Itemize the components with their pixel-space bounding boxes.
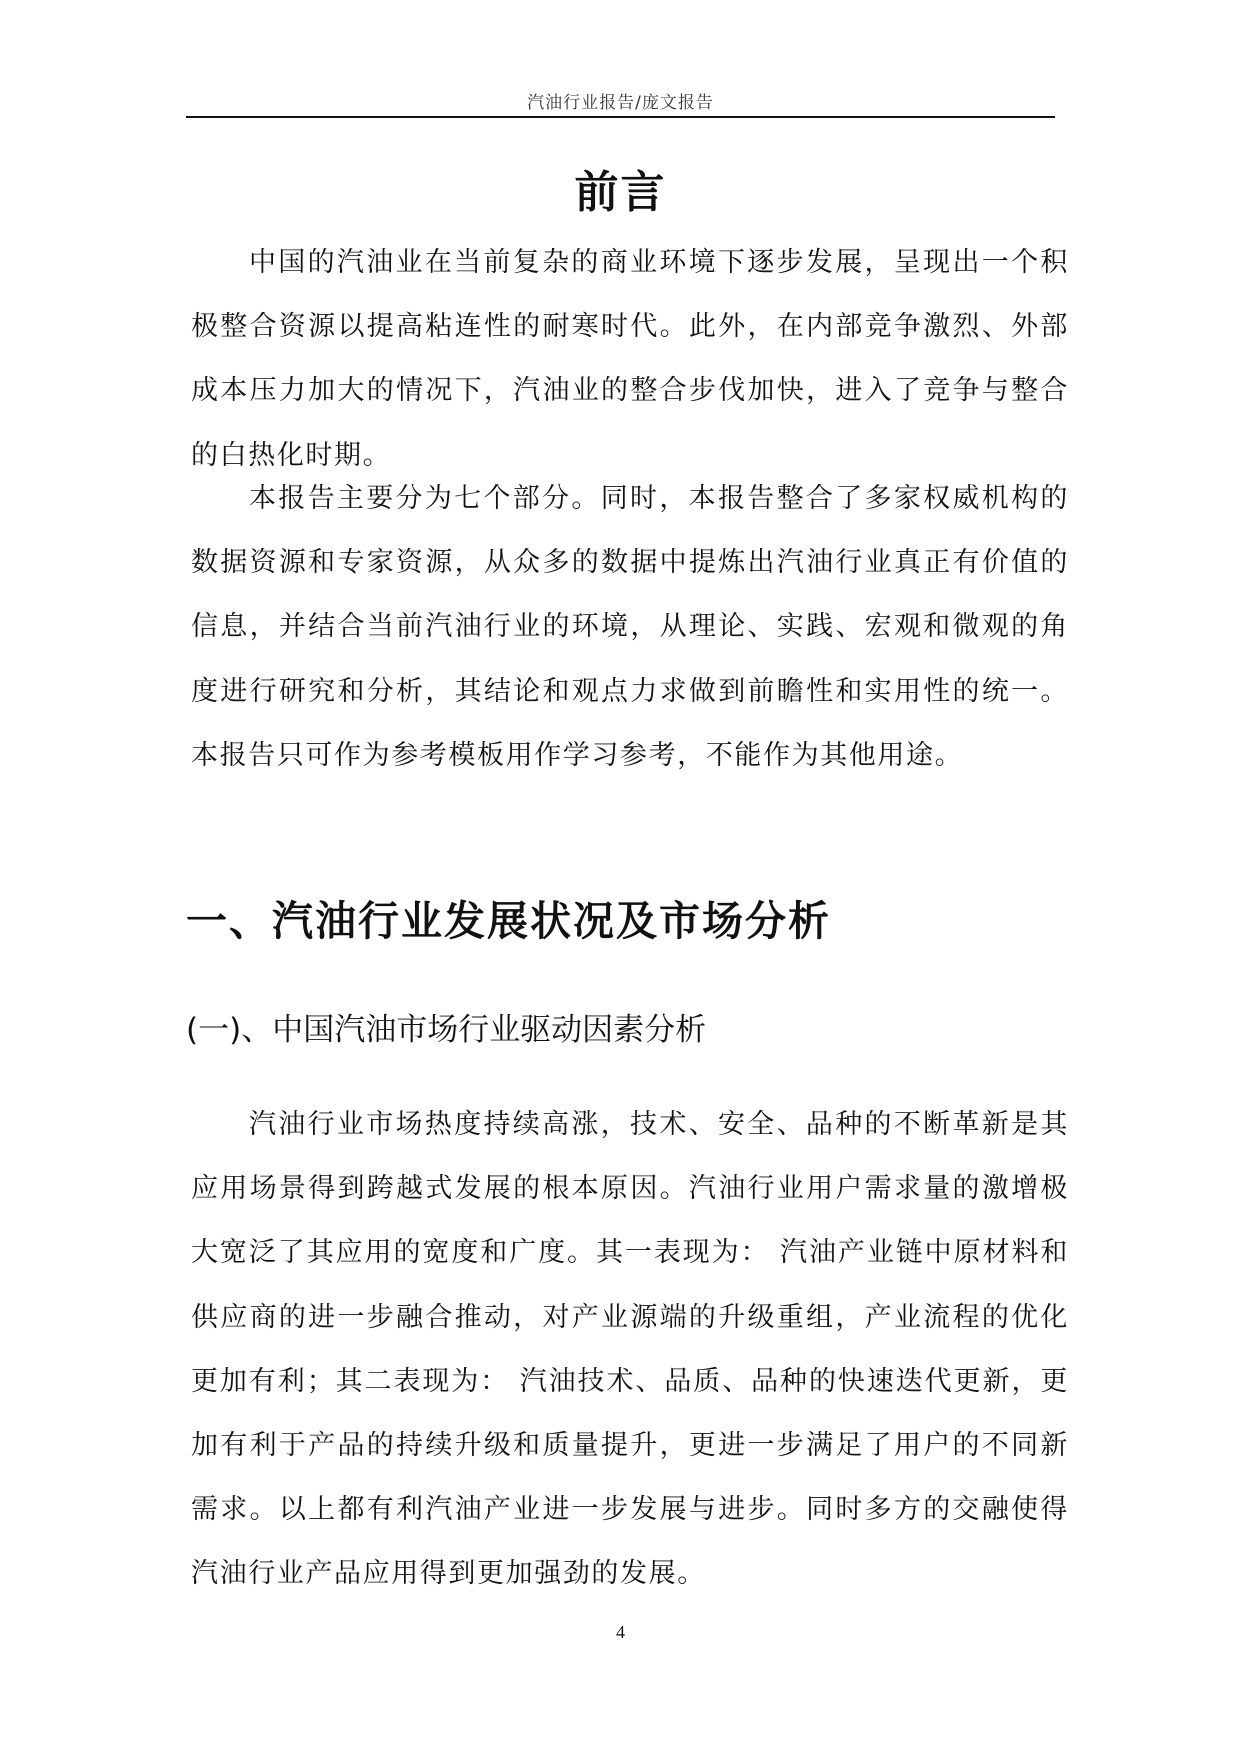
preface-paragraph-1: 中国的汽油业在当前复杂的商业环境下逐步发展，呈现出一个积极整合资源以提高粘连性的耐寒时代。此外，在内部竞争激烈、外部成本压力加大的情况下，汽油业的整合步伐加快，进入了竞争与整合的白热化时期。 [191, 247, 1069, 471]
preface-paragraph-2: 本报告主要分为七个部分。同时，本报告整合了多家权威机构的数据资源和专家资源，从众多的数据中提炼出汽油行业真正有价值的信息，并结合当前汽油行业的环境，从理论、实践、宏观和微观的角度进行研究和分析，其结论和观点力求做到前瞻性和实用性的统一。本报告只可作为参考模板用作学习参考，不能作为其他用途。 [191, 483, 1069, 771]
subsection-heading: (一)、中国汽油市场行业驱动因素分析 [186, 1012, 707, 1048]
running-header: 汽油行业报告/庞文报告 [527, 93, 714, 113]
header-rule [186, 116, 1055, 118]
section-paragraph: 汽油行业市场热度持续高涨，技术、安全、品种的不断革新是其应用场景得到跨越式发展的根本原因。汽油行业用户需求量的激增极大宽泛了其应用的宽度和广度。其一表现为： 汽油产业链中原材料和供应商的进一步融合推动，对产业源端的升级重组，产业流程的优化更加有利；其二表现为： 汽油技术、品质、品种的快速迭代更新，更加有利于产品的持续升级和质量提升，更进一步满足了用户的不同新需求。以上都有利汽油产业进一步发展与进步。同时多方的交融使得汽油行业产品应用得到更加强劲的发展。 [191, 1109, 1069, 1590]
section-heading: 一、汽油行业发展状况及市场分析 [186, 897, 831, 945]
page-title: 前言 [574, 167, 667, 218]
page-number: 4 [616, 1622, 625, 1642]
